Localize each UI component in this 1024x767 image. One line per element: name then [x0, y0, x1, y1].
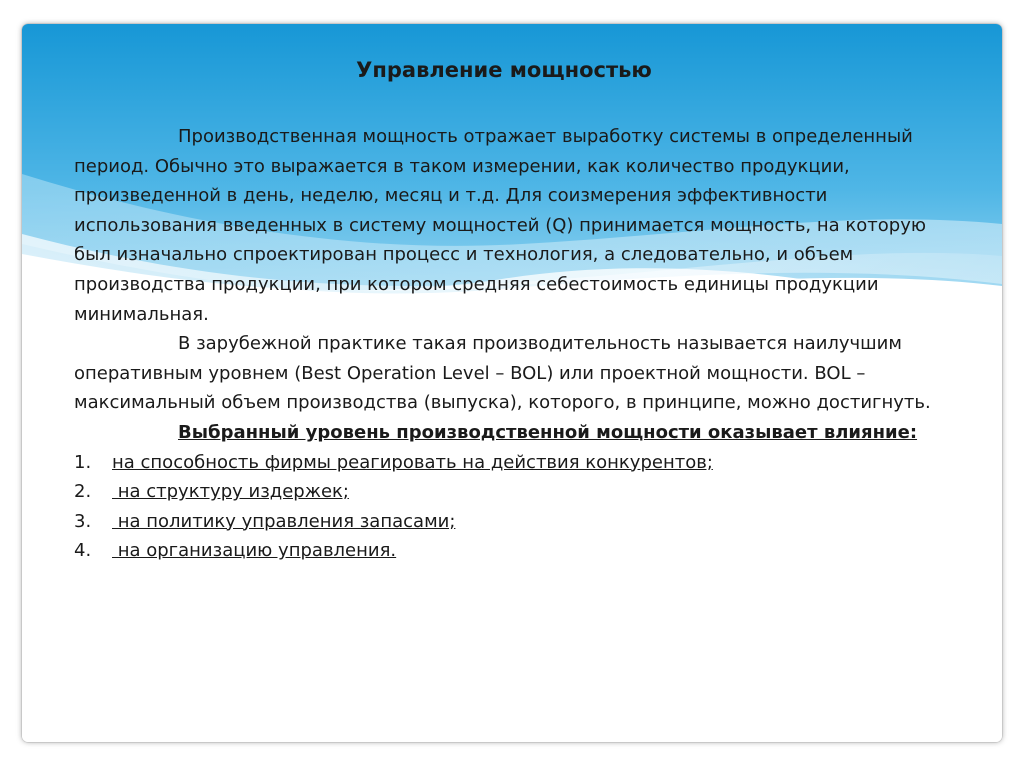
slide — [22, 24, 1002, 742]
list-item-text: на организацию управления. — [112, 540, 397, 562]
list-heading: Выбранный уровень производственной мощности оказывает влияние: — [178, 421, 918, 443]
influence-list — [74, 448, 954, 566]
list-item-text: на способность фирмы реагировать на действия конкурентов; — [112, 451, 713, 473]
list-item-number: 3. — [74, 510, 92, 532]
list-item-number: 4. — [74, 540, 92, 562]
list-item — [74, 477, 954, 507]
slide-content — [74, 58, 954, 566]
slide-title: Управление мощностью — [356, 58, 652, 82]
list-item — [74, 448, 954, 478]
list-item-number: 1. — [74, 451, 92, 473]
list-item-text: на политику управления запасами; — [112, 510, 456, 532]
list-item-number: 2. — [74, 481, 92, 503]
paragraph-bol: В зарубежной практике такая производительность называется наилучшим оперативным уровнем (Best Operation Level – BOL) или проектной мощности. BOL – максимальный объем производства (выпуска), которого, в принципе, можно достигнуть. — [74, 333, 931, 414]
list-item — [74, 507, 954, 537]
paragraph-capacity-definition: Производственная мощность отражает выработку системы в определенный период. Обычно это выражается в таком измерении, как количество продукции, произведенной в день, неделю, месяц и т.д. Для соизмерения эффективности использования введенных в систему мощностей (Q) принимается мощность, на которую был изначально спроектирован процесс и технология, а следовательно, и объем производства продукции, при котором средняя себестоимость единицы продукции минимальная. — [74, 126, 927, 325]
list-item-text: на структуру издержек; — [112, 481, 349, 503]
list-item — [74, 536, 954, 566]
